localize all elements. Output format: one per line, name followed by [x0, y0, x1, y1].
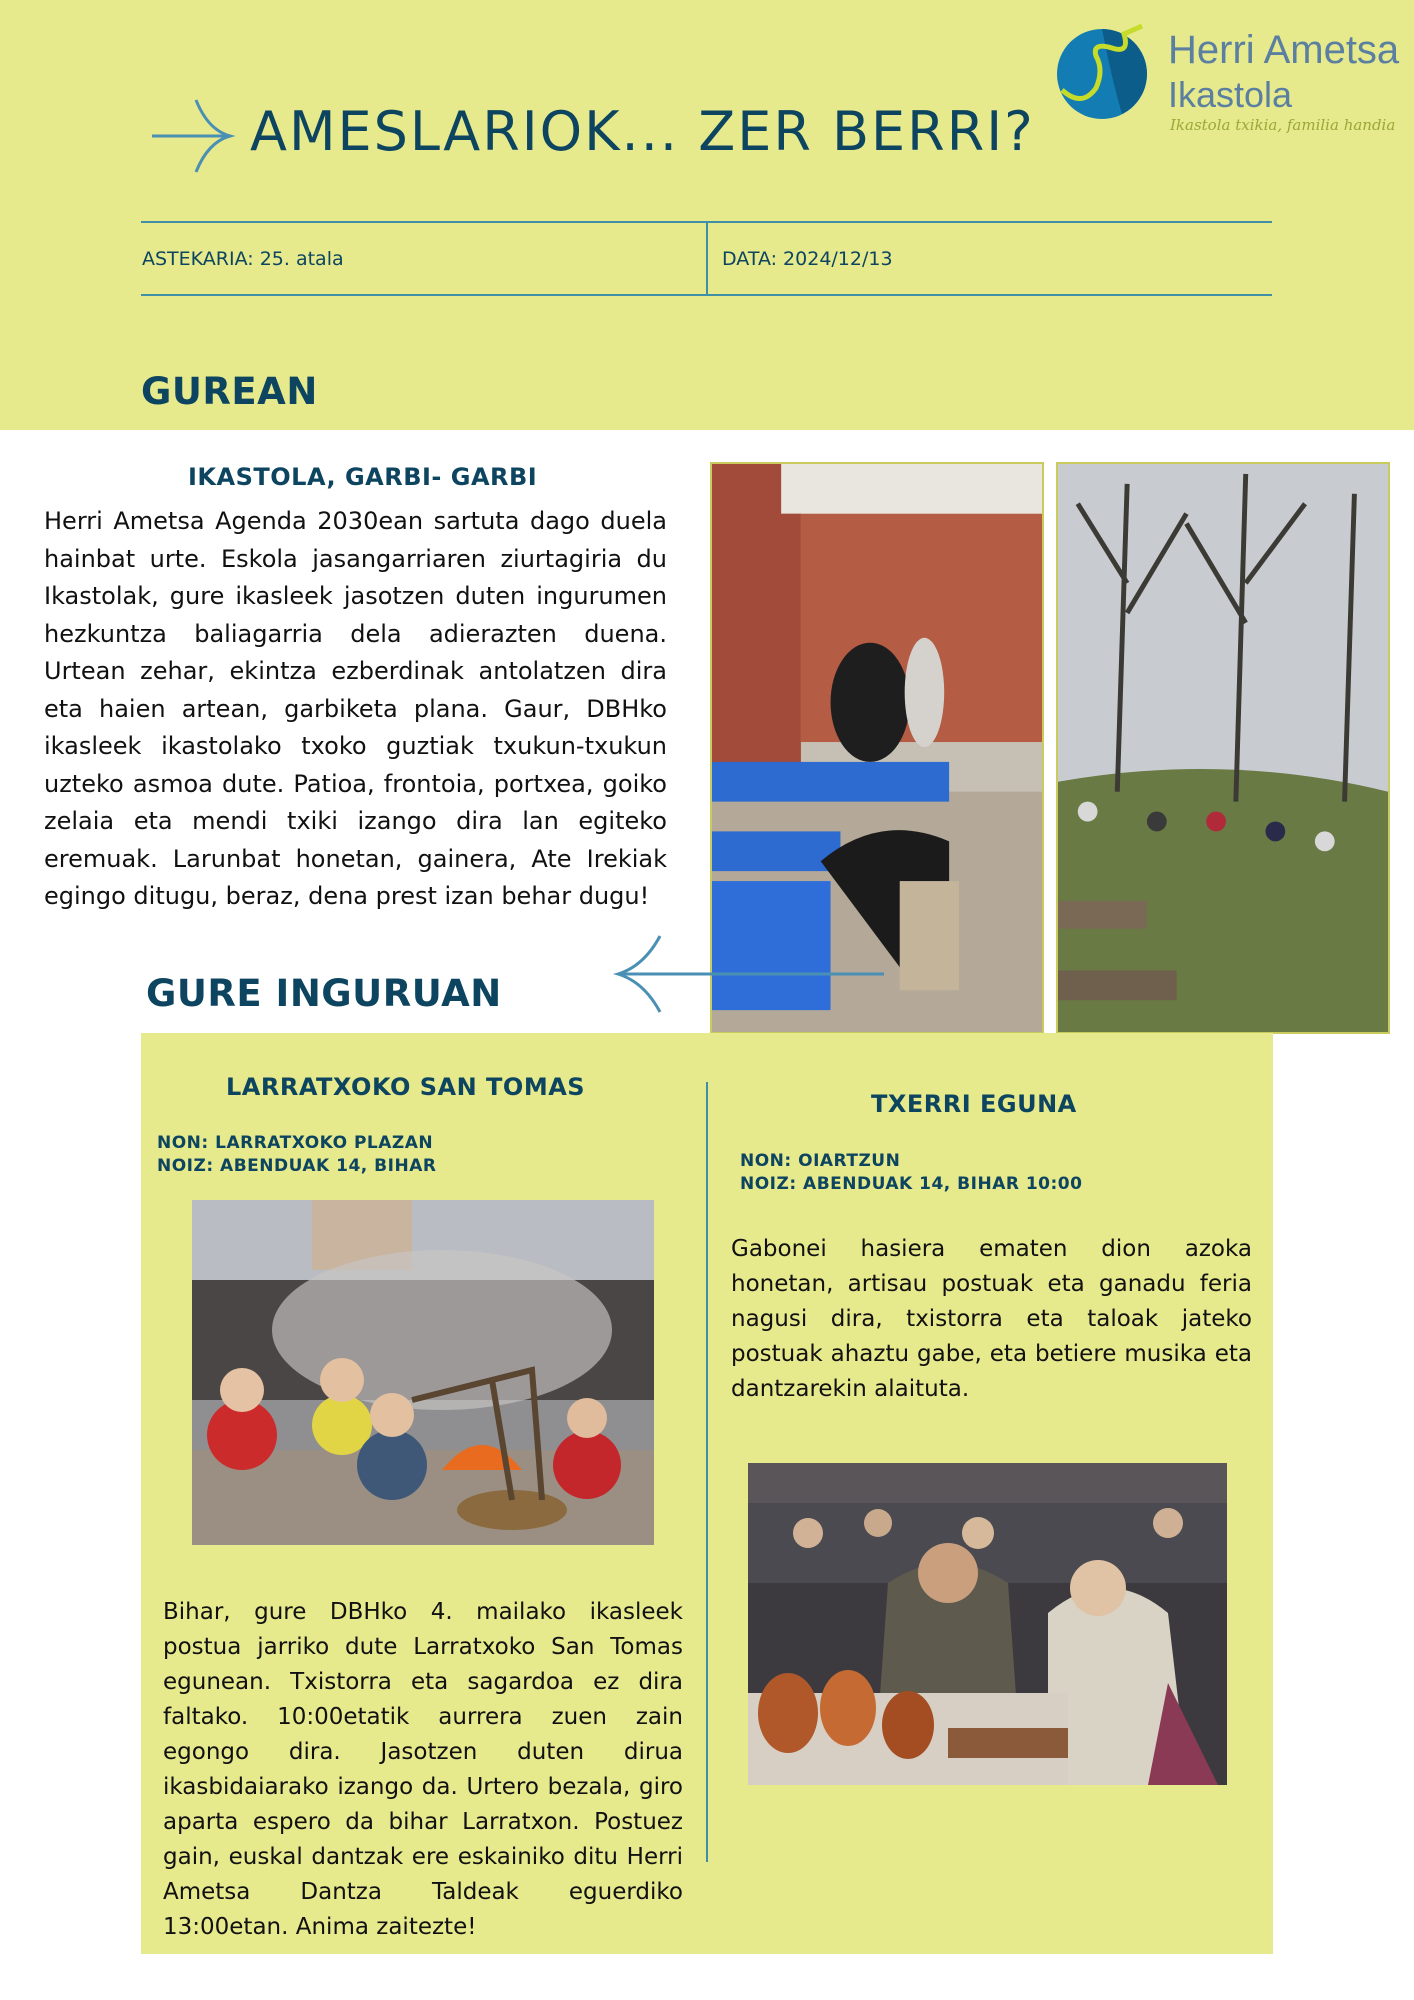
- article-text: Herri Ametsa Agenda 2030ean sartuta dago duela hainbat urte. Eskola jasangarriaren ziurtagiria du Ikastolak, gure ikasleek jasotzen duten ingurumen hezkuntza baliagarria dela adierazten duena. Urtean zehar, ekintza ezberdinak antolatzen dira eta haien artean, garbiketa plana. Gaur, DBHko ikasleek ikastolako txoko guztiak txukun-txukun uzteko asmoa dute. Patioa, frontoia, portxea, goiko zelaia eta mendi txiki izango dira lan egiteko eremuak. Larunbat honetan, gainera, Ate Irekiak egingo ditugu, beraz, dena prest izan behar dugu!: [44, 507, 667, 910]
- section-heading-gure-inguruan: GURE INGURUAN: [146, 972, 502, 1015]
- page-title: AMESLARIOK... ZER BERRI?: [250, 100, 1035, 163]
- arrow-right-icon: [150, 96, 234, 176]
- meta-divider: [706, 221, 708, 295]
- events-divider: [706, 1082, 708, 1862]
- event-when-txerri-eguna: NOIZ: ABENDUAK 14, BIHAR 10:00: [740, 1174, 1083, 1194]
- article-title: IKASTOLA, GARBI- GARBI: [188, 463, 538, 491]
- arrow-left-icon: [614, 932, 886, 1016]
- ikastola-logo-icon: [1052, 20, 1162, 124]
- event-where-txerri-eguna: NON: OIARTZUN: [740, 1151, 901, 1171]
- photo-txerri-eguna-market: [748, 1463, 1227, 1785]
- event-title-txerri-eguna: TXERRI EGUNA: [871, 1090, 1077, 1118]
- photo-park-cleanup: [1056, 462, 1390, 1034]
- section-heading-gurean: GUREAN: [141, 370, 318, 413]
- event-text-txerri-eguna: Gabonei hasiera ematen dion azoka honetan, artisau postuak eta ganadu feria nagusi dira, txistorra eta taloak jateko postuak ahaztu gabe, eta betiere musika eta dantzarekin alaituta.: [731, 1236, 1252, 1402]
- date-label: DATA: 2024/12/13: [722, 248, 893, 270]
- event-title-san-tomas: LARRATXOKO SAN TOMAS: [226, 1073, 586, 1101]
- event-where-san-tomas: NON: LARRATXOKO PLAZAN: [157, 1133, 434, 1153]
- event-when-san-tomas: NOIZ: ABENDUAK 14, BIHAR: [157, 1156, 437, 1176]
- issue-label: ASTEKARIA: 25. atala: [142, 248, 344, 270]
- logo-name: Herri Ametsa: [1168, 28, 1400, 72]
- photo-san-tomas-market: [192, 1200, 654, 1545]
- logo-slogan: Ikastola txikia, familia handia: [1170, 116, 1396, 134]
- event-text-san-tomas: Bihar, gure DBHko 4. mailako ikasleek postua jarriko dute Larratxoko San Tomas egunean. Txistorra eta sagardoa ez dira faltako. 10:00etatik aurrera zuen zain egongo dira. Jasotzen duten dirua ikasbidaiarako izango da. Urtero bezala, giro aparta espero da bihar Larratxon. Postuez gain, euskal dantzak ere eskainiko ditu Herri Ametsa Dantza Taldeak eguerdiko 13:00etan. Anima zaitezte!: [163, 1599, 683, 1940]
- logo-subname: Ikastola: [1168, 74, 1293, 115]
